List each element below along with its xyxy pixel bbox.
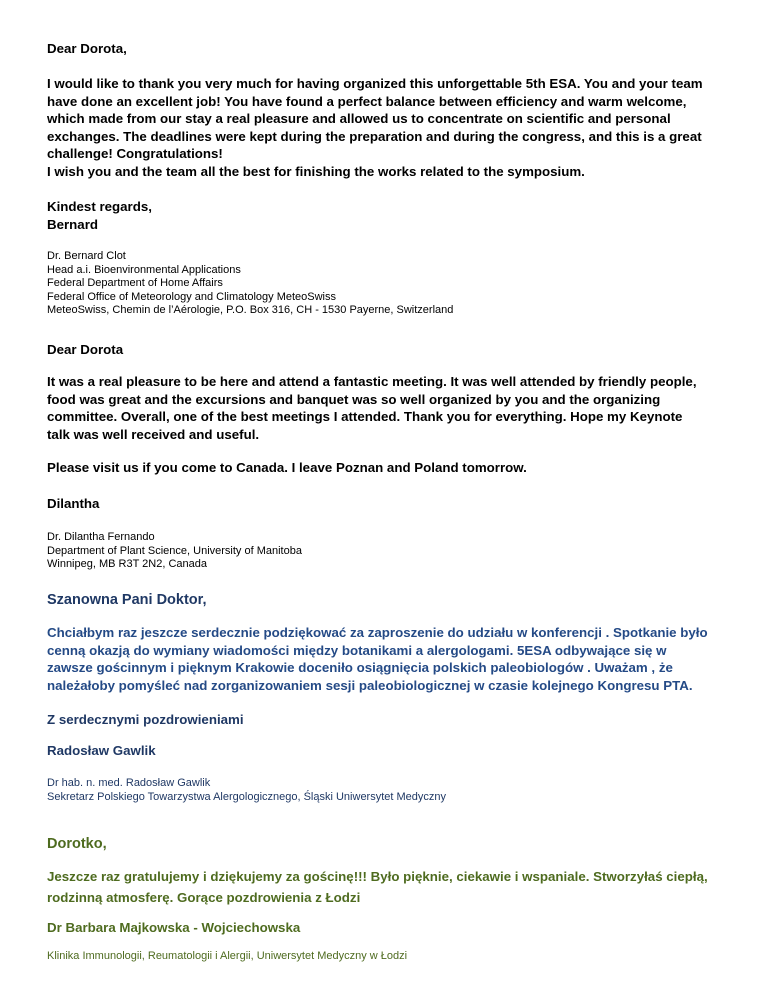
letter4-body-line: Jeszcze raz gratulujemy i dziękujemy za gościnę!!! Było pięknie, ciekawie i wspaniale. Stworzyłaś ciepłą, (47, 869, 708, 884)
letter3-body-line: cenną okazją do wymiany wiadomości między botanikami a alergologami. 5ESA odbywające się w (47, 642, 667, 658)
letter1-body (47, 75, 737, 180)
signature-line: Dr. Dilantha Fernando (47, 531, 155, 543)
letter2-visit: Please visit us if you come to Canada. I leave Poznan and Poland tomorrow. (47, 460, 527, 475)
letter2-body-line: committee. Overall, one of the best meetings I attended. Thank you for everything. Hope my Keynote (47, 409, 683, 424)
letter4-signature (47, 950, 737, 964)
letter2-greeting: Dear Dorota (47, 342, 124, 357)
letter4-name: Dr Barbara Majkowska - Wojciechowska (47, 920, 301, 935)
letter1-body-line: I wish you and the team all the best for finishing the works related to the symposium. (47, 163, 585, 179)
letter3-body-line: Chciałbym raz jeszcze serdecznie podziękować za zaproszenie do udziału w konferencji . Spotkanie było (47, 625, 708, 640)
letter1-greeting: Dear Dorota, (47, 41, 127, 56)
letter1-body-line: I would like to thank you very much for having organized this unforgettable 5th ESA. You and your team (47, 76, 703, 91)
letter1-body-line: have done an excellent job! You have found a perfect balance between efficiency and warm welcome, (47, 93, 687, 109)
letter2-body (47, 373, 737, 443)
signature-line: Head a.i. Bioenvironmental Applications (47, 263, 241, 276)
signature-line: Federal Department of Home Affairs (47, 277, 223, 289)
signature-line: Dr hab. n. med. Radosław Gawlik (47, 777, 211, 789)
signature-line: Sekretarz Polskiego Towarzystwa Alergologicznego, Śląski Uniwersytet Medyczny (47, 790, 447, 803)
letter1-name: Bernard (47, 217, 98, 232)
letter2-signature (47, 531, 737, 572)
letter2-name: Dilantha (47, 496, 100, 511)
letter3-body (47, 624, 737, 694)
letter3-name: Radosław Gawlik (47, 743, 156, 758)
letter4-body-line: rodzinną atmosferę. Gorące pozdrowienia z Łodzi (47, 890, 361, 905)
letter4-body (47, 866, 737, 908)
letter3-greeting: Szanowna Pani Doktor, (47, 592, 207, 608)
letter3-body-line: należałoby pomyśleć nad zorganizowaniem sesji paleobiologicznej w czasie kolejnego Kongresu PTA. (47, 677, 693, 693)
letter1-signature (47, 250, 737, 318)
letter2-body-line: talk was well received and useful. (47, 426, 260, 442)
signature-line: Winnipeg, MB R3T 2N2, Canada (47, 558, 207, 570)
signature-line: Klinika Immunologii, Reumatologii i Alergii, Uniwersytet Medyczny w Łodzi (47, 950, 408, 962)
letter2-body-line: It was a real pleasure to be here and attend a fantastic meeting. It was well attended by friendly people, (47, 374, 697, 389)
letter1-body-line: which made from our stay a real pleasure and allowed us to concentrate on scientific and personal (47, 111, 671, 126)
letter1-body-line: challenge! Congratulations! (47, 146, 223, 161)
signature-line: Dr. Bernard Clot (47, 250, 126, 262)
letter3-signature (47, 777, 737, 804)
letter4-greeting: Dorotko, (47, 836, 107, 852)
letter1-closing: Kindest regards, (47, 199, 152, 214)
signature-line: Department of Plant Science, University of Manitoba (47, 544, 302, 557)
letter3-body-line: zawsze gościnnym i pięknym Krakowie doceniło osiągnięcia polskich paleobiologów . Uważam , że (47, 660, 673, 675)
letter1-body-line: exchanges. The deadlines were kept during the preparation and during the congress, and this is a great (47, 128, 702, 144)
letter2-body-line: food was great and the excursions and banquet was so well organized by you and the organizing (47, 391, 661, 407)
letter3-closing: Z serdecznymi pozdrowieniami (47, 712, 244, 727)
signature-line: MeteoSwiss, Chemin de l’Aérologie, P.O. Box 316, CH - 1530 Payerne, Switzerland (47, 304, 454, 316)
signature-line: Federal Office of Meteorology and Climatology MeteoSwiss (47, 290, 336, 303)
